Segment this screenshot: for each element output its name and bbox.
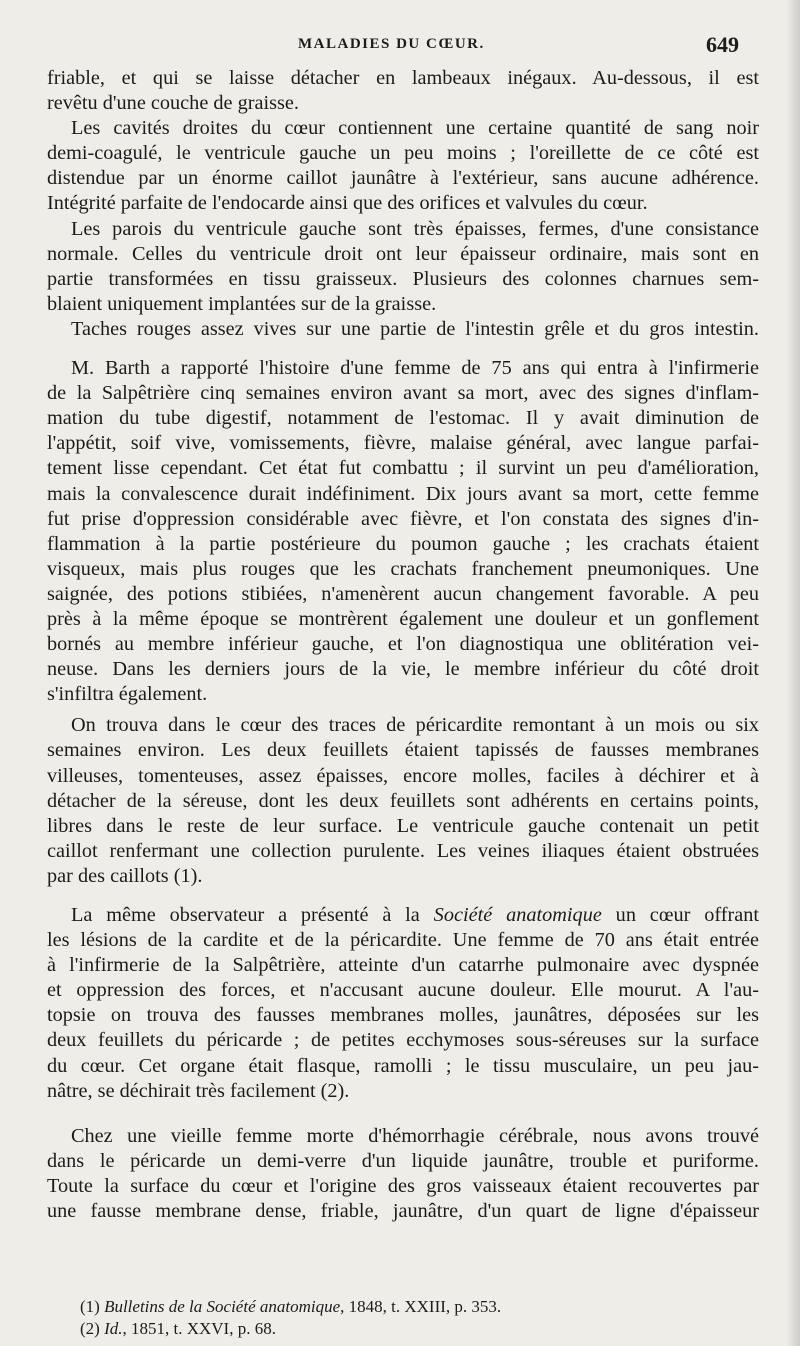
- text-line: Toute la surface du cœur et l'origine des gros vaisseaux étaient recouvertes par: [47, 1174, 759, 1197]
- text-line: caillot renfermant une collection purulente. Les veines iliaques étaient obstruées: [47, 839, 759, 862]
- text-line: deux feuillets du péricarde ; de petites ecchymoses sous-séreuses sur la surface: [47, 1029, 759, 1052]
- text-line: fut prise d'oppression considérable avec fièvre, et l'on constata des signes d'in-: [47, 507, 759, 530]
- text-line: et oppression des forces, et n'accusant aucune douleur. Elle mourut. A l'au-: [47, 979, 759, 1002]
- text-line: partie transformées en tissu graisseux. Plusieurs des colonnes charnues sem-: [47, 267, 759, 290]
- paragraph-7: [47, 903, 759, 1104]
- text-line: détacher de la séreuse, dont les deux feuillets sont adhérents en certains points,: [47, 789, 759, 812]
- text-line: Les cavités droites du cœur contiennent une certaine quantité de sang noir: [71, 117, 759, 140]
- journal-title: Société anatomique: [433, 904, 602, 926]
- paragraph-8: [47, 1124, 759, 1224]
- text-line: une fausse membrane dense, friable, jaunâtre, d'un quart de ligne d'épaisseur: [47, 1200, 759, 1223]
- text-line: les lésions de la cardite et de la péricardite. Une femme de 70 ans était entrée: [47, 929, 759, 952]
- paragraph-5: [47, 356, 759, 707]
- page-header: [0, 32, 800, 62]
- footnotes: [80, 1296, 760, 1340]
- text-line: près à la même époque se montrèrent également une douleur et un gonflement: [47, 607, 759, 630]
- text-line: normale. Celles du ventricule droit ont leur épaisseur ordinaire, mais sont en: [47, 242, 759, 265]
- text-line: à l'infirmerie de la Salpêtrière, atteinte d'un catarrhe pulmonaire avec dyspnée: [47, 954, 759, 977]
- footnote-mark: (2): [80, 1319, 105, 1338]
- text-line: revêtu d'une couche de graisse.: [47, 92, 299, 115]
- footnote-ref: , 1851, t. XXVI, p. 68.: [122, 1319, 276, 1338]
- footnote-ref: , 1848, t. XXIII, p. 353.: [340, 1297, 502, 1316]
- text-line: l'appétit, soif vive, vomissements, fièvre, malaise général, avec langue parfai-: [47, 432, 759, 455]
- text-span: un cœur offrant: [601, 904, 759, 926]
- text-line: topsie on trouva des fausses membranes molles, jaunâtres, déposées sur les: [47, 1004, 759, 1027]
- text-line: M. Barth a rapporté l'histoire d'une femme de 75 ans qui entra à l'infirmerie: [71, 357, 759, 380]
- text-line-with-italic: [47, 903, 759, 928]
- paragraph-6: [47, 713, 759, 889]
- running-title: MALADIES DU CŒUR.: [298, 36, 485, 52]
- text-line: Chez une vieille femme morte d'hémorrhagie cérébrale, nous avons trouvé: [71, 1124, 759, 1147]
- text-line: villeuses, tomenteuses, assez épaisses, encore molles, faciles à déchirer et à: [47, 764, 759, 787]
- text-line: blaient uniquement implantées sur de la graisse.: [47, 292, 437, 315]
- text-line: saignée, des potions stibiées, n'amenèrent aucun changement favorable. A peu: [47, 582, 759, 605]
- text-line: Les parois du ventricule gauche sont très épaisses, fermes, d'une consistance: [71, 217, 759, 240]
- text-line: visqueux, mais plus rouges que les crachats franchement pneumoniques. Une: [47, 557, 759, 580]
- text-line: bornés au membre inférieur gauche, et l'on diagnostiqua une oblitération vei-: [47, 633, 759, 656]
- text-line: s'infiltra également.: [47, 683, 208, 706]
- text-line: dans le péricarde un demi-verre d'un liquide jaunâtre, trouble et puriforme.: [47, 1149, 759, 1172]
- text-span: La même observateur a présenté à la: [71, 904, 434, 926]
- text-line: friable, et qui se laisse détacher en lambeaux inégaux. Au-dessous, il est: [47, 67, 759, 89]
- text-line: On trouva dans le cœur des traces de péricardite remontant à un mois ou six: [71, 714, 759, 737]
- paragraph-3: [47, 217, 759, 317]
- text-line: libres dans le reste de leur surface. Le ventricule gauche contenait un petit: [47, 814, 759, 837]
- text-line: semaines environ. Les deux feuillets étaient tapissés de fausses membranes: [47, 739, 759, 762]
- page-number: 649: [706, 32, 739, 57]
- footnote-source: Id.: [104, 1319, 123, 1338]
- text-line: mais la convalescence durait indéfiniment. Dix jours avant sa mort, cette femme: [47, 482, 759, 505]
- paragraph-1: [47, 66, 759, 116]
- text-line: du cœur. Cet organe était flasque, ramolli ; le tissu musculaire, un peu jau-: [47, 1054, 759, 1077]
- text-line: mation du tube digestif, notamment de l'estomac. Il y avait diminution de: [47, 407, 759, 430]
- footnote-source: Bulletins de la Société anatomique: [104, 1297, 341, 1316]
- text-line: distendue par un énorme caillot jaunâtre à l'extérieur, sans aucune adhérence.: [47, 167, 759, 190]
- text-line: flammation à la partie postérieure du poumon gauche ; les crachats étaient: [47, 532, 759, 555]
- text-line: par des caillots (1).: [47, 864, 203, 887]
- text-line: tement lisse cependant. Cet état fut combattu ; il survint un peu d'amélioration,: [47, 457, 759, 480]
- paragraph-2: [47, 116, 759, 216]
- page-edge-shadow: [786, 0, 800, 1346]
- text-line: Intégrité parfaite de l'endocarde ainsi que des orifices et valvules du cœur.: [47, 192, 648, 215]
- text-line: nâtre, se déchirait très facilement (2).: [47, 1079, 350, 1102]
- text-line: de la Salpêtrière cinq semaines environ avant sa mort, avec des signes d'inflam-: [47, 382, 759, 405]
- footnote-mark: (1): [80, 1297, 105, 1316]
- body-text: [47, 66, 759, 1224]
- paragraph-4: [47, 317, 759, 342]
- text-line: neuse. Dans les derniers jours de la vie, le membre inférieur du côté droit: [47, 658, 759, 681]
- footnote-1: [80, 1296, 760, 1318]
- text-line: demi-coagulé, le ventricule gauche un peu moins ; l'oreillette de ce côté est: [47, 142, 759, 165]
- footnote-2: [80, 1318, 760, 1340]
- text-line: Taches rouges assez vives sur une partie de l'intestin grêle et du gros intestin.: [71, 317, 759, 340]
